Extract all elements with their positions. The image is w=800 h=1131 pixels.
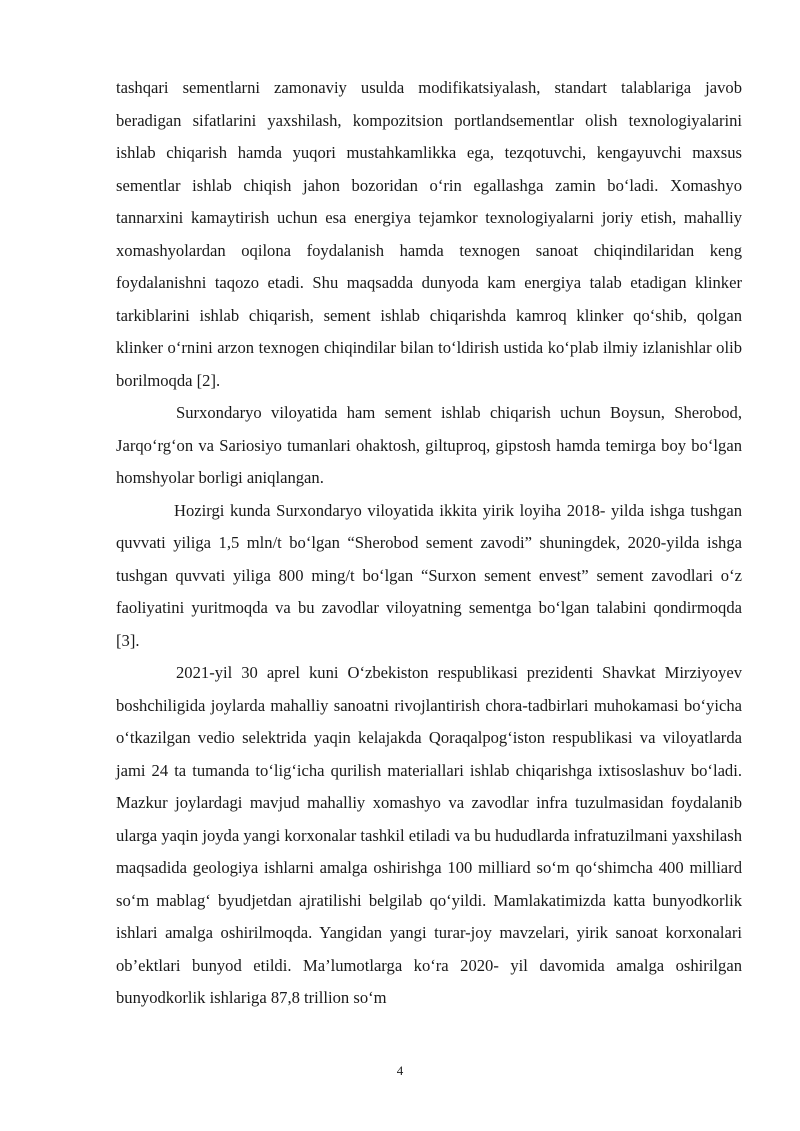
paragraph-cement-plants: Hozirgi kunda Surxondaryo viloyatida ikkita yirik loyiha 2018- yilda ishga tushgan quvvati yiliga 1,5 mln/t bo‘lgan “Sherobod sement zavodi” shuningdek, 2020-yilda ishga tushgan quvvati yiliga 800 ming/t bo‘lgan “Surxon sement envest” sement zavodlari o‘z faoliyatini yuritmoqda va bu zavodlar viloyatning sementga bo‘lgan talabini qondirmoqda [3]. [116,500,742,650]
page-number: 4 [396,1063,404,1078]
paragraph-surxondaryo-resources: Surxondaryo viloyatida ham sement ishlab chiqarish uchun Boysun, Sherobod, Jarqo‘rg‘on va Sariosiyo tumanlari ohaktosh, giltuproq, gipstosh hamda temirga boy bo‘lgan homshyolar borligi aniqlangan. [116,403,742,487]
paragraph-cement-modification: tashqari sementlarni zamonaviy usulda modifikatsiyalash, standart talablariga javob beradigan sifatlarini yaxshilash, kompozitsion portlandsementlar olish texnologiyalarini ishlab chiqarish hamda yuqori mustahkamlikka ega, tezqotuvchi, kengayuvchi maxsus sementlar ishlab chiqish jahon bozoridan o‘rin egallashga zamin bo‘ladi. Xomashyo tannarxini kamaytirish uchun esa energiya tejamkor texnologiyalarni joriy etish, mahalliy xomashyolardan oqilona foydalanish hamda texnogen sanoat chiqindilaridan keng foydalanishni taqozo etadi. Shu maqsadda dunyoda kam energiya talab etadigan klinker tarkiblarini ishlab chiqarish, sement ishlab chiqarishda kamroq klinker qo‘shib, qolgan klinker o‘rnini arzon texnogen chiqindilar bilan to‘ldirish ustida ko‘plab ilmiy izlanishlar olib borilmoqda [2]. [116,78,742,390]
paragraph-local-industry: 2021-yil 30 aprel kuni O‘zbekiston respublikasi prezidenti Shavkat Mirziyoyev boshchiligida joylarda mahalliy sanoatni rivojlantirish chora-tadbirlari muhokamasi bo‘yicha o‘tkazilgan vedio selektrida yaqin kelajakda Qoraqalpog‘iston respublikasi va viloyatlarda jami 24 ta tumanda to‘lig‘icha qurilish materiallari ishlab chiqarishga ixtisoslashuv bo‘ladi. Mazkur joylardagi mavjud mahalliy xomashyo va zavodlar infra tuzulmasidan foydalanib ularga yaqin joyda yangi korxonalar tashkil etiladi va bu hududlarda infratuzilmani yaxshilash maqsadida geologiya ishlarni amalga oshirishga 100 milliard so‘m qo‘shimcha 400 milliard so‘m mablag‘ byudjetdan ajratilishi belgilab qo‘yildi. Mamlakatimizda katta bunyodkorlik ishlari amalga oshirilmoqda. Yangidan yangi turar-joy mavzelari, yirik sanoat korxonalari ob’ektlari bunyod etildi. Ma’lumotlarga ko‘ra 2020- yil davomida amalga oshirilgan bunyodkorlik ishlariga 87,8 trillion so‘m [116,663,742,1007]
document-body [116,72,742,1015]
